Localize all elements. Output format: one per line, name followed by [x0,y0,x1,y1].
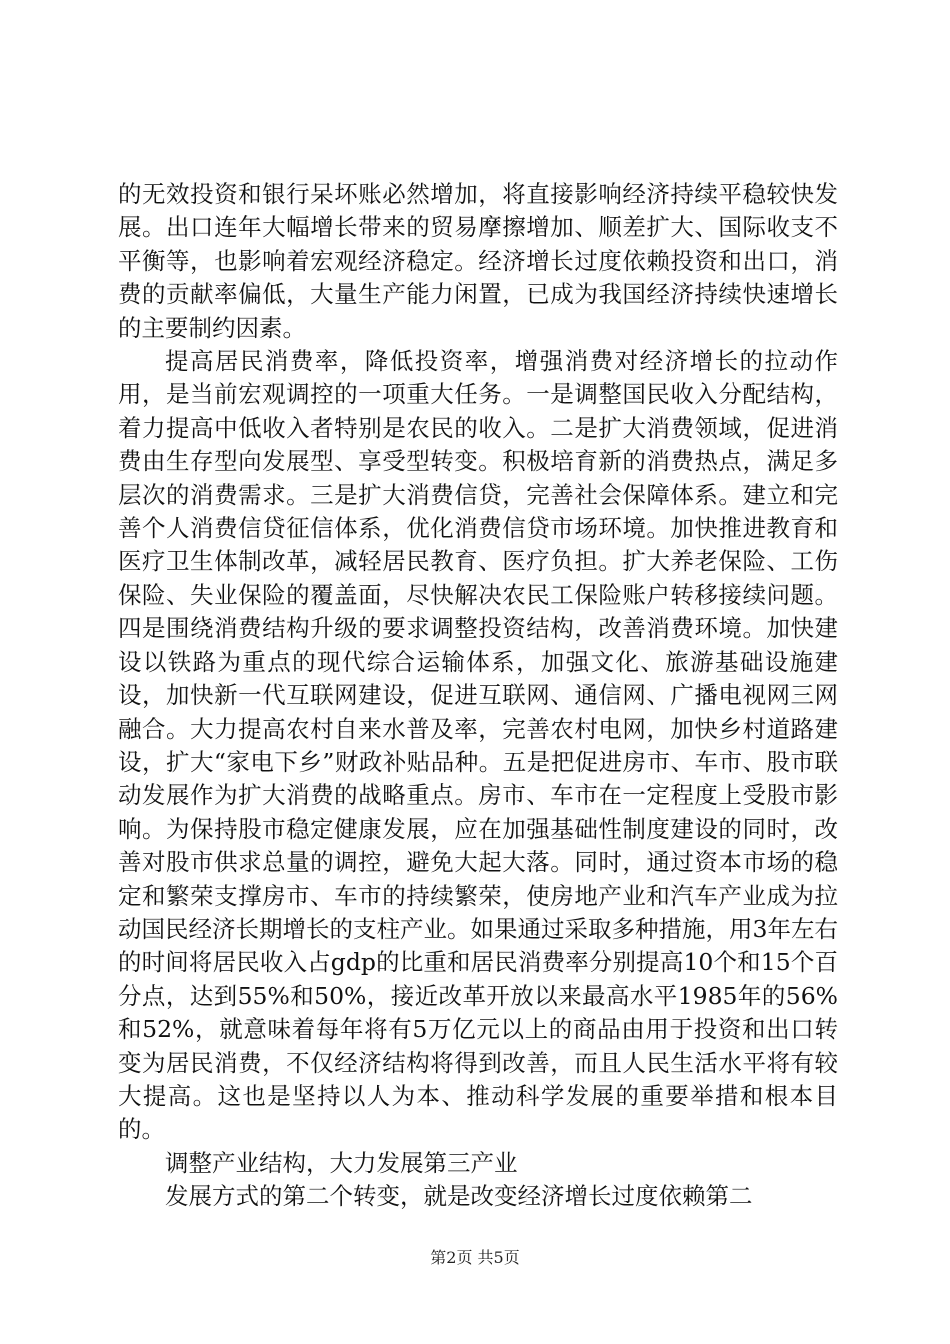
paragraph-second-transition: 发展方式的第二个转变，就是改变经济增长过度依赖第二 [165,1182,753,1211]
paragraph-consumption: 提高居民消费率，降低投资率，增强消费对经济增长的拉动作用，是当前宏观调控的一项重大任务。一是调整国民收入分配结构，着力提高中低收入者特别是农民的收入。二是扩大消费领域，促进消费由生存型向发展型、享受型转变。积极培育新的消费热点，满足多层次的消费需求。三是扩大消费信贷，完善社会保障体系。建立和完善个人消费信贷征信体系，优化消费信贷市场环境。加快推进教育和医疗卫生体制改革，减轻居民教育、医疗负担。扩大养老保险、工伤保险、失业保险的覆盖面，尽快解决农民工保险账户转移接续问题。四是围绕消费结构升级的要求调整投资结构，改善消费环境。加快建设以铁路为重点的现代综合运输体系，加强文化、旅游基础设施建设，加快新一代互联网建设，促进互联网、通信网、广播电视网三网融合。大力提高农村自来水普及率，完善农村电网，加快乡村道路建设，扩大“家电下乡”财政补贴品种。五是把促进房市、车市、股市联动发展作为扩大消费的战略重点。房市、车市在一定程度上受股市影响。为保持股市稳定健康发展，应在加强基础性制度建设的同时，改善对股市供求总量的调控，避免大起大落。同时，通过资本市场的稳定和繁荣支撑房市、车市的持续繁荣，使房地产业和汽车产业成为拉动国民经济长期增长的支柱产业。如果通过采取多种措施，用3年左右的时间将居民收入占gdp的比重和居民消费率分别提高10个和15个百分点，达到55%和50%，接近改革开放以来最高水平1985年的56%和52%，就意味着每年将有5万亿元以上的商品由用于投资和出口转变为居民消费，不仅经济结构将得到改善，而且人民生活水平将有较大提高。这也是坚持以人为本、推动科学发展的重要举措和根本目的。 [118,347,838,1144]
paragraph-continuation: 的无效投资和银行呆坏账必然增加，将直接影响经济持续平稳较快发展。出口连年大幅增长带来的贸易摩擦增加、顺差扩大、国际收支不平衡等，也影响着宏观经济稳定。经济增长过度依赖投资和出口，消费的贡献率偏低，大量生产能力闲置，已成为我国经济持续快速增长的主要制约因素。 [118,180,838,342]
document-body [118,178,838,1214]
page-footer: 第2页 共5页 [430,1248,520,1267]
section-heading: 调整产业结构，大力发展第三产业 [165,1148,518,1177]
